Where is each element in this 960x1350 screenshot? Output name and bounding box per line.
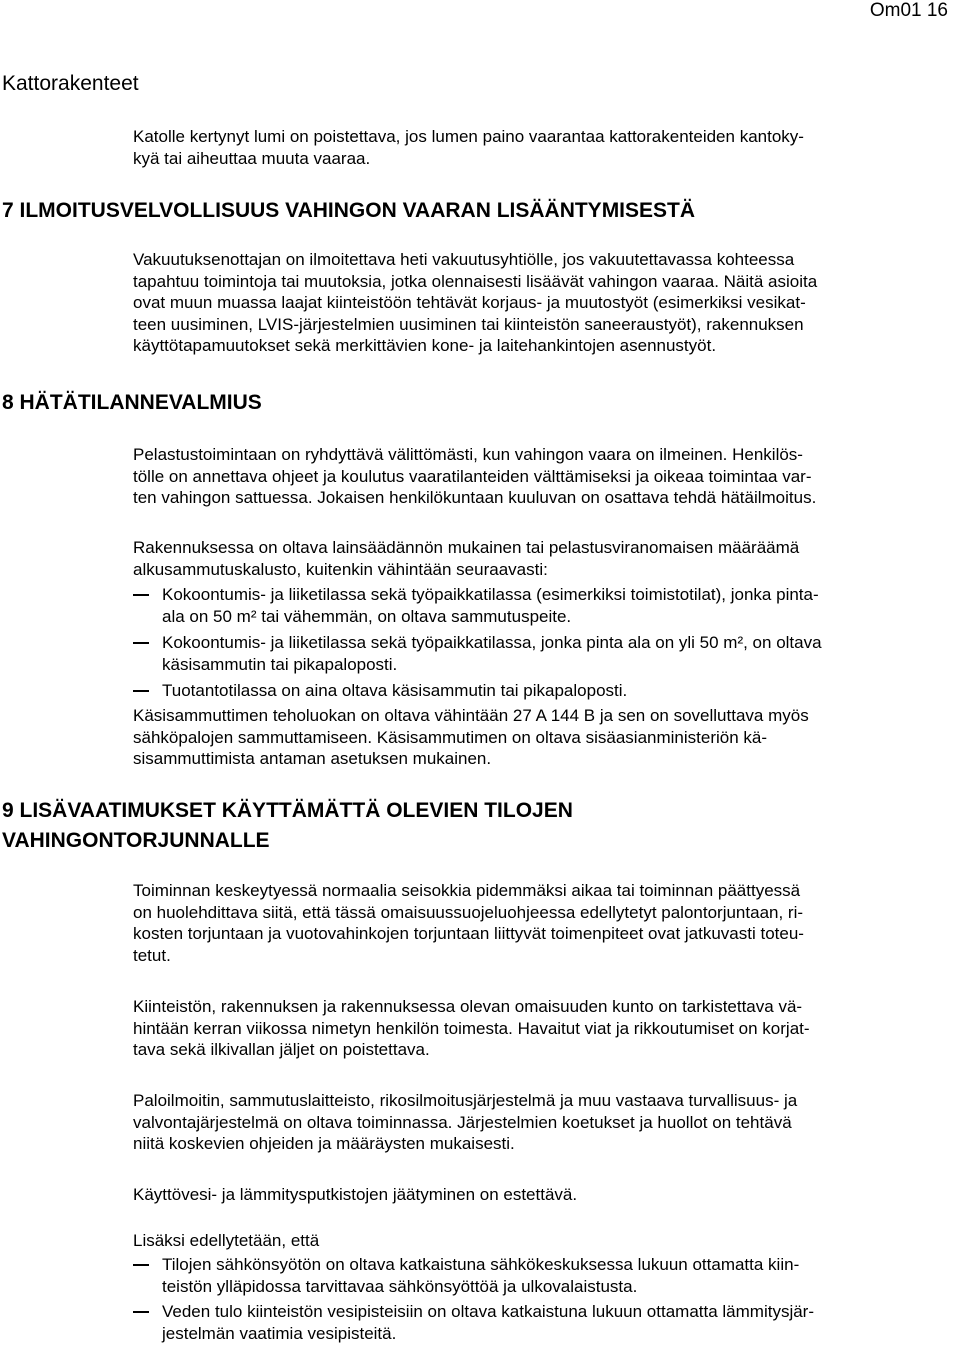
dash-bullet-icon (133, 594, 149, 596)
section-9-heading: 9 LISÄVAATIMUKSET KÄYTTÄMÄTTÄ OLEVIEN TILOJEN VAHINGONTORJUNNALLE (2, 799, 573, 852)
section-9-paragraph-2: Kiinteistön, rakennuksen ja rakennuksessa olevan omaisuuden kunto on tarkistettava vä- hintään kerran viikossa nimetyn henkilön toimesta. Havaitut viat ja rikkoutumiset on korjat- tava sekä ilkivallan jäljet on poistettava. (133, 997, 810, 1060)
kattorakenteet-text: Katolle kertynyt lumi on poistettava, jos lumen paino vaarantaa kattorakenteiden kantoky- kyä tai aiheuttaa muuta vaaraa. (133, 127, 804, 168)
section-9-paragraph-5-intro: Lisäksi edellytetään, että (133, 1231, 320, 1250)
kattorakenteet-heading: Kattorakenteet (2, 72, 139, 95)
section-8-heading: 8 HÄTÄTILANNEVALMIUS (2, 391, 262, 414)
section-9-paragraph-4: Käyttövesi- ja lämmitysputkistojen jäätyminen on estettävä. (133, 1185, 578, 1204)
bullet-text: Kokoontumis- ja liiketilassa sekä työpaikkatilassa, jonka pinta ala on yli 50 m², on oltava käsisammutin tai pikapaloposti. (162, 633, 822, 674)
bullet-text: Kokoontumis- ja liiketilassa sekä työpaikkatilassa (esimerkiksi toimistotilat), jonka pinta- ala on 50 m² tai vähemmän, on oltava sammutuspeite. (162, 585, 819, 626)
bullet-text: Tilojen sähkönsyötön on oltava katkaistuna sähkökeskuksessa lukuun ottamatta kiin- teistön ylläpidossa tarvittavaa sähkönsyöttöä ja ulkovalaistusta. (162, 1255, 800, 1296)
section-8-paragraph-2-intro: Rakennuksessa on oltava lainsäädännön mukainen tai pelastusviranomaisen määräämä alkusammutuskalusto, kuitenkin vähintään seuraavasti: (133, 538, 800, 579)
section-7-text: Vakuutuksenottajan on ilmoitettava heti vakuutusyhtiölle, jos vakuutettavassa kohteessa tapahtuu toimintoja tai muutoksia, jotka olennaisesti lisäävät vahingon vaaraa. Näitä asioita ovat muun muassa laajat kiinteistöön tehtävät korjaus- ja muutostyöt (esimerkiksi vesikat- teen uusiminen, LVIS-järjestelmien uusiminen tai kiinteistön saneeraustyöt), rakennuksen käyttötapamuutokset sekä merkittävien kone- ja laitehankintojen asennustyöt. (133, 250, 818, 356)
section-8-paragraph-1: Pelastustoimintaan on ryhdyttävä välittömästi, kun vahingon vaara on ilmeinen. Henkilös- tölle on annettava ohjeet ja koulutus vaaratilanteiden välttämiseksi ja oikeaa toimintaa var- ten vahingon sattuessa. Jokaisen henkilökuntaan kuuluvan on osattava tehdä hätäilmoitus. (133, 445, 817, 508)
dash-bullet-icon (133, 642, 149, 644)
section-7-heading: 7 ILMOITUSVELVOLLISUUS VAHINGON VAARAN LISÄÄNTYMISESTÄ (2, 199, 696, 222)
section-9-paragraph-1: Toiminnan keskeytyessä normaalia seisokkia pidemmäksi aikaa tai toiminnan päättyessä on huolehdittava siitä, että tässä omaisuussuojeluohjeessa edellytetyt palontorjuntaan, ri- kosten torjuntaan ja vuotovahinkojen torjuntaan liittyvät toimenpiteet ovat jatkuvasti toteu- tetut. (133, 881, 804, 965)
page-number-header: Om01 16 (869, 0, 948, 21)
bullet-text: Tuotantotilassa on aina oltava käsisammutin tai pikapaloposti. (162, 681, 628, 700)
section-8-paragraph-3: Käsisammuttimen teholuokan on oltava vähintään 27 A 144 B ja sen on sovelluttava myös sähköpalojen sammuttamiseen. Käsisammutimen on oltava sisäasianministeriön kä- sisammuttimista antaman asetuksen mukainen. (133, 706, 809, 769)
bullet-text: Veden tulo kiinteistön vesipisteisiin on oltava katkaistuna lukuun ottamatta lämmitysjär- jestelmän vaatimia vesipisteitä. (162, 1302, 815, 1343)
section-9-paragraph-3: Paloilmoitin, sammutuslaitteisto, rikosilmoitusjärjestelmä ja muu vastaava turvallisuus- ja valvontajärjestelmä on oltava toiminnassa. Järjestelmien koetukset ja huollot on tehtävä niitä koskevien ohjeiden ja määräysten mukaisesti. (133, 1091, 798, 1154)
dash-bullet-icon (133, 1264, 149, 1266)
dash-bullet-icon (133, 1311, 149, 1313)
dash-bullet-icon (133, 690, 149, 692)
